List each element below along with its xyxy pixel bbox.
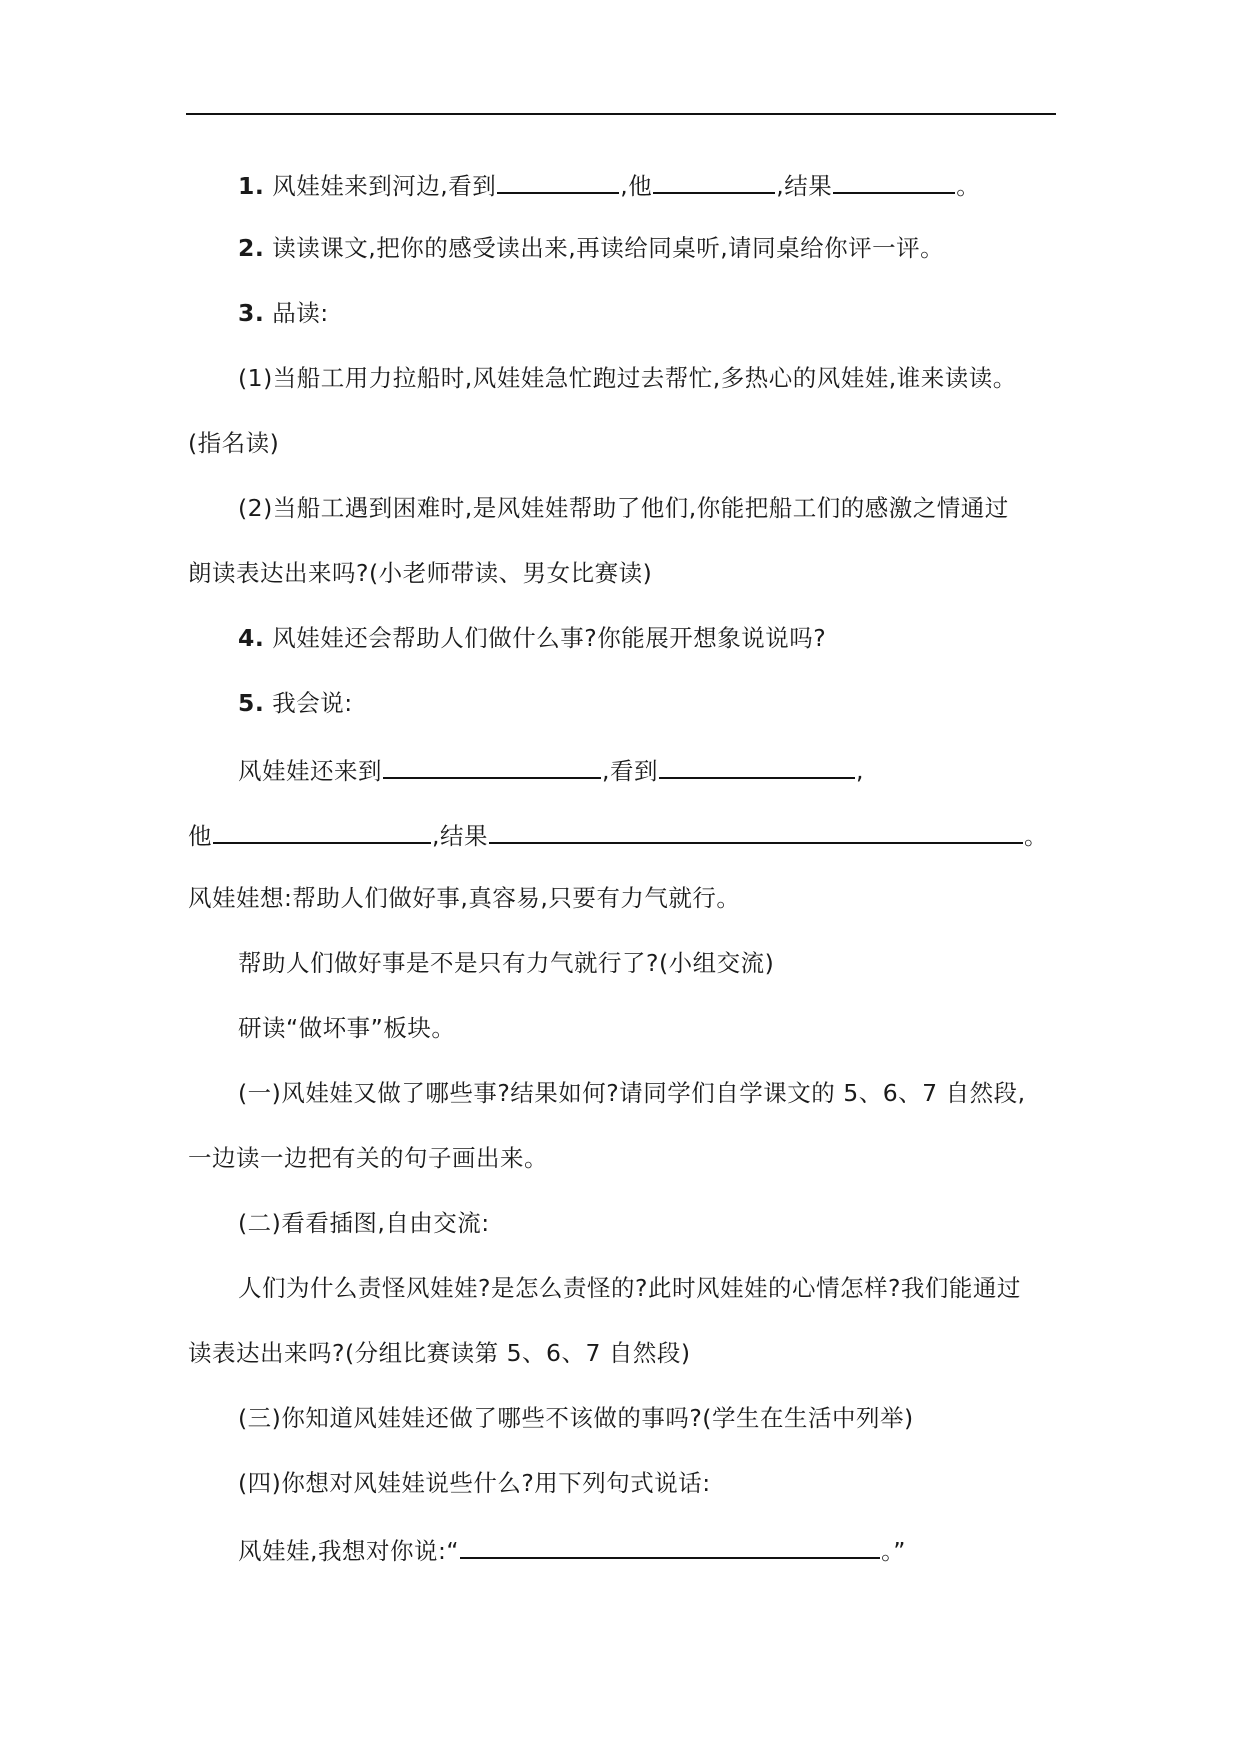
paragraph-think: 风娃娃想:帮助人们做好事,真容易,只要有力气就行。 — [188, 884, 741, 912]
question-3-text: 品读: — [272, 299, 329, 327]
question-5-line-1-text-c: , — [855, 757, 864, 785]
question-3-number: 3. — [238, 299, 265, 327]
section-2: (二)看看插图,自由交流: — [238, 1209, 490, 1237]
question-1-text-d: 。 — [956, 172, 981, 200]
question-1-text-b: ,他 — [620, 172, 653, 200]
fill-blank-final[interactable] — [460, 1533, 880, 1559]
question-1 — [238, 168, 980, 201]
question-5-line-2-text-a: 他 — [188, 822, 212, 850]
question-3-item-1-line-1: (1)当船工用力拉船时,风娃娃急忙跑过去帮忙,多热心的风娃娃,谁来读读。 — [238, 364, 1017, 392]
question-5-sentence-line-1 — [238, 753, 864, 786]
fill-blank-1c[interactable] — [833, 168, 955, 194]
fill-blank-5a[interactable] — [383, 753, 601, 779]
question-3-item-2-line-1: (2)当船工遇到困难时,是风娃娃帮助了他们,你能把船工们的感激之情通过 — [238, 494, 1009, 522]
question-3-item-2-line-2: 朗读表达出来吗?(小老师带读、男女比赛读) — [188, 559, 653, 587]
fill-blank-5c[interactable] — [213, 818, 431, 844]
question-1-number: 1. — [238, 172, 265, 200]
section-3: (三)你知道风娃娃还做了哪些不该做的事吗?(学生在生活中列举) — [238, 1404, 914, 1432]
question-3 — [238, 298, 329, 328]
question-2 — [238, 233, 944, 263]
question-1-text-c: ,结果 — [776, 172, 833, 200]
question-5-line-1-text-b: ,看到 — [602, 757, 658, 785]
question-1-text-a: 风娃娃来到河边,看到 — [272, 172, 497, 200]
question-5-sentence-line-2 — [188, 818, 1048, 851]
fill-blank-1b[interactable] — [653, 168, 775, 194]
final-sentence — [238, 1533, 906, 1566]
question-2-text: 读读课文,把你的感受读出来,再读给同桌听,请同桌给你评一评。 — [272, 234, 945, 262]
section-2-question-line-1: 人们为什么责怪风娃娃?是怎么责怪的?此时风娃娃的心情怎样?我们能通过 — [238, 1274, 1021, 1302]
fill-blank-1a[interactable] — [497, 168, 619, 194]
question-5-number: 5. — [238, 689, 265, 717]
paragraph-discuss: 帮助人们做好事是不是只有力气就行了?(小组交流) — [238, 949, 775, 977]
question-2-number: 2. — [238, 234, 265, 262]
final-sentence-text-b: 。” — [881, 1537, 906, 1565]
section-4: (四)你想对风娃娃说些什么?用下列句式说话: — [238, 1469, 711, 1497]
question-4-number: 4. — [238, 624, 265, 652]
header-rule — [186, 113, 1056, 115]
question-4-text: 风娃娃还会帮助人们做什么事?你能展开想象说说吗? — [272, 624, 827, 652]
section-1-line-2: 一边读一边把有关的句子画出来。 — [188, 1144, 548, 1172]
final-sentence-text-a: 风娃娃,我想对你说:“ — [238, 1537, 460, 1565]
section-1-line-1: (一)风娃娃又做了哪些事?结果如何?请同学们自学课文的 5、6、7 自然段, — [238, 1079, 1026, 1107]
fill-blank-5b[interactable] — [659, 753, 855, 779]
fill-blank-5d[interactable] — [489, 818, 1023, 844]
question-5 — [238, 688, 353, 718]
paragraph-study-heading: 研读“做坏事”板块。 — [238, 1014, 456, 1042]
question-5-text: 我会说: — [272, 689, 353, 717]
question-4 — [238, 623, 826, 653]
question-5-line-2-text-c: 。 — [1023, 822, 1048, 850]
section-2-question-line-2: 读表达出来吗?(分组比赛读第 5、6、7 自然段) — [188, 1339, 691, 1367]
question-3-item-1-line-2: (指名读) — [188, 429, 280, 457]
question-5-line-1-text-a: 风娃娃还来到 — [238, 757, 382, 785]
question-5-line-2-text-b: ,结果 — [432, 822, 488, 850]
